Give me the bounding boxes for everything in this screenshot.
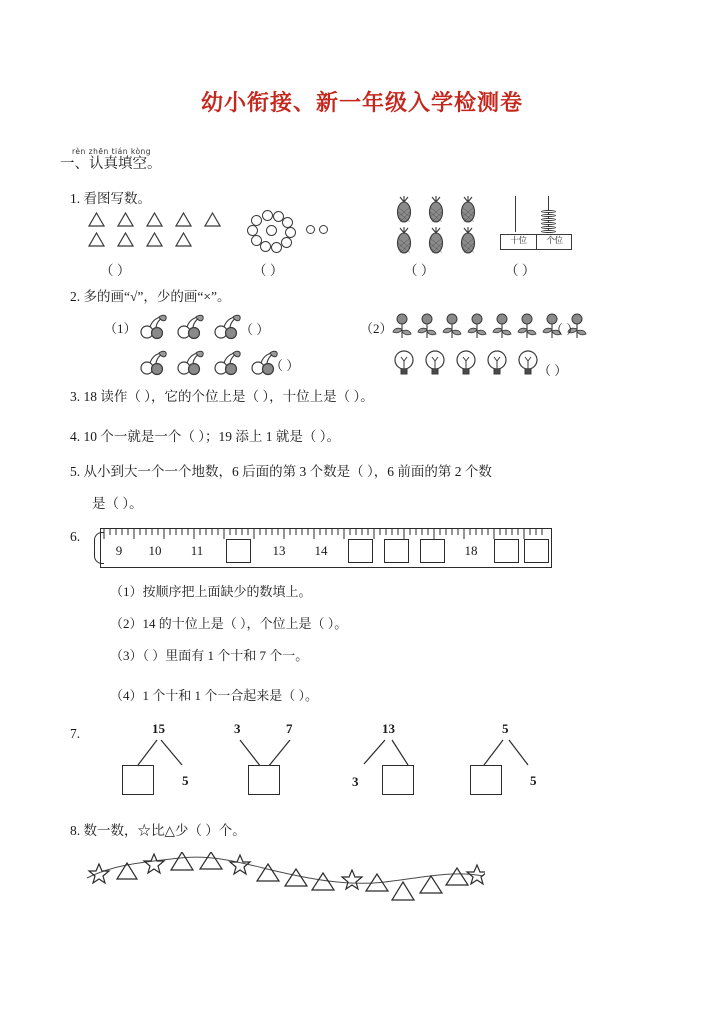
bond-answer-box[interactable] xyxy=(470,765,502,795)
q2-bulb-row xyxy=(392,349,543,381)
rose-icon xyxy=(417,313,437,339)
pineapple-icon xyxy=(424,196,448,224)
bulb-icon xyxy=(392,349,417,376)
ruler-cell-2: 10 xyxy=(148,543,162,558)
q1-triangle-group xyxy=(88,212,229,252)
ruler-box-3[interactable] xyxy=(384,539,409,563)
pineapple-icon xyxy=(424,227,448,255)
abacus-bead xyxy=(541,230,556,233)
q2-sub2-answer-2[interactable]: （ ） xyxy=(538,363,568,378)
circle-icon xyxy=(306,225,315,234)
cherry-icon xyxy=(173,349,204,376)
pineapple-icon xyxy=(456,227,480,255)
bond-top-value: 15 xyxy=(152,721,165,736)
circle-icon xyxy=(251,235,262,246)
pineapple-row xyxy=(392,227,484,260)
q2-stem: 2. 多的画“√”，少的画“×”。 xyxy=(70,289,231,304)
ruler-cell-6: 14 xyxy=(314,543,328,558)
q1-answer-2[interactable]: （ ） xyxy=(253,263,284,278)
ruler-cell-5: 13 xyxy=(272,543,286,558)
cherry-icon xyxy=(173,313,204,340)
circle-icon xyxy=(319,225,328,234)
q2-sub1-answer-1[interactable]: （ ） xyxy=(240,322,270,337)
q6-sub-3[interactable]: （3）（ ）里面有 1 个十和 7 个一。 xyxy=(110,648,309,663)
q8-stem[interactable]: 8. 数一数，☆比△少（ ）个。 xyxy=(70,823,246,838)
abacus-rod-tens xyxy=(515,196,516,232)
circle-icon xyxy=(260,241,271,252)
rose-icon xyxy=(467,313,487,339)
q5-text-line1[interactable]: 5. 从小到大一个一个地数，6 后面的第 3 个数是（ ），6 前面的第 2 个数 xyxy=(70,464,492,479)
q2-cherry-row-1 xyxy=(136,313,243,345)
q3-text[interactable]: 3. 18 读作（ ），它的个位上是（ ），十位上是（ ）。 xyxy=(70,389,374,404)
q5-text-line2[interactable]: 是（ ）。 xyxy=(92,496,143,511)
q1-stem: 1. 看图写数。 xyxy=(70,191,151,206)
bond-top-right-value: 7 xyxy=(286,721,293,736)
q1-answer-1[interactable]: （ ） xyxy=(100,263,131,278)
pineapple-row xyxy=(392,196,484,229)
pineapple-icon xyxy=(456,196,480,224)
q7-number: 7. xyxy=(70,726,81,741)
triangle-icon xyxy=(175,212,192,227)
ruler-box-6[interactable] xyxy=(524,539,549,563)
abacus-bead xyxy=(541,218,556,221)
cherry-icon xyxy=(210,313,241,340)
cherry-icon xyxy=(136,349,167,376)
triangle-row xyxy=(88,212,229,232)
q7-number-bond-4 xyxy=(468,722,578,800)
q6-sub-1: （1）按顺序把上面缺少的数填上。 xyxy=(110,584,312,599)
bond-answer-box[interactable] xyxy=(382,765,414,795)
triangle-icon xyxy=(146,212,163,227)
ruler-box-4[interactable] xyxy=(420,539,445,563)
bond-left-value: 3 xyxy=(352,774,359,789)
q6-sub-2[interactable]: （2）14 的十位上是（ ），个位上是（ ）。 xyxy=(110,616,348,631)
circle-icon xyxy=(266,225,277,236)
rose-icon xyxy=(392,313,412,339)
q1-pineapple-group xyxy=(392,196,484,260)
section-heading xyxy=(60,148,162,172)
q1-circle-group xyxy=(240,210,350,255)
abacus-bead xyxy=(541,214,556,217)
triangle-icon xyxy=(204,212,221,227)
bulb-icon xyxy=(454,349,479,376)
triangle-icon xyxy=(88,212,105,227)
circle-icon xyxy=(271,242,282,253)
triangle-icon xyxy=(175,232,192,247)
bulb-icon xyxy=(485,349,510,376)
abacus-bead xyxy=(541,222,556,225)
triangle-icon xyxy=(88,232,105,247)
bulb-icon xyxy=(423,349,448,376)
abacus-tens-label: 十位 xyxy=(510,236,527,246)
q8-garland xyxy=(85,852,485,914)
rose-icon xyxy=(492,313,512,339)
section-pinyin: rèn zhēn tián kòng xyxy=(72,147,152,156)
abacus-bead xyxy=(541,226,556,229)
rose-icon xyxy=(442,313,462,339)
q1-answer-3[interactable]: （ ） xyxy=(404,263,435,278)
triangle-row xyxy=(88,232,229,252)
q7-number-bond-3 xyxy=(350,722,460,800)
pineapple-icon xyxy=(392,227,416,255)
circle-icon xyxy=(281,237,292,248)
q4-text[interactable]: 4. 10 个一就是一个（ ）；19 添上 1 就是（ ）。 xyxy=(70,429,340,444)
rose-icon xyxy=(517,313,537,339)
q7-number-bond-1 xyxy=(120,722,230,800)
bond-top-value: 5 xyxy=(502,721,509,736)
triangle-icon xyxy=(117,212,134,227)
q2-sub2-label: （2） xyxy=(360,321,393,336)
bond-right-value: 5 xyxy=(530,773,537,788)
triangle-icon xyxy=(117,232,134,247)
ruler-box-2[interactable] xyxy=(348,539,373,563)
q1-answer-4[interactable]: （ ） xyxy=(505,263,536,278)
ruler-cell-3: 11 xyxy=(190,543,204,558)
ruler-box-1[interactable] xyxy=(226,539,251,563)
section-label: 一、认真填空。 xyxy=(60,156,162,172)
ruler-cell-1: 9 xyxy=(115,543,123,558)
q6-number: 6. xyxy=(70,529,81,544)
page-title: 幼小衔接、新一年级入学检测卷 xyxy=(200,90,523,116)
bond-answer-box[interactable] xyxy=(122,765,154,795)
q6-sub-4[interactable]: （4）1 个十和 1 个一合起来是（ ）。 xyxy=(110,688,319,703)
cherry-icon xyxy=(210,349,241,376)
q2-sub1-label: （1） xyxy=(104,321,137,336)
abacus-bead xyxy=(541,210,556,213)
circle-icon xyxy=(247,225,258,236)
q2-cherry-row-2 xyxy=(136,349,280,381)
ruler-ticks xyxy=(100,529,552,541)
bond-top-value: 13 xyxy=(382,721,395,736)
q2-sub1-answer-2[interactable]: （ ） xyxy=(270,358,300,373)
bond-answer-box[interactable] xyxy=(248,765,280,795)
q1-abacus-group xyxy=(492,196,582,252)
bond-top-left-value: 3 xyxy=(234,721,241,736)
circle-icon xyxy=(262,210,273,221)
ruler-cell-10: 18 xyxy=(464,543,478,558)
triangle-icon xyxy=(146,232,163,247)
q7-number-bond-2 xyxy=(232,722,342,800)
bond-right-value: 5 xyxy=(182,773,189,788)
circle-icon xyxy=(251,215,262,226)
q2-sub2-answer-1[interactable]: （ ） xyxy=(550,322,580,337)
ruler-box-5[interactable] xyxy=(494,539,519,563)
pineapple-icon xyxy=(392,196,416,224)
cherry-icon xyxy=(136,313,167,340)
q6-ruler xyxy=(100,528,552,568)
abacus-ones-label: 个位 xyxy=(546,236,563,246)
